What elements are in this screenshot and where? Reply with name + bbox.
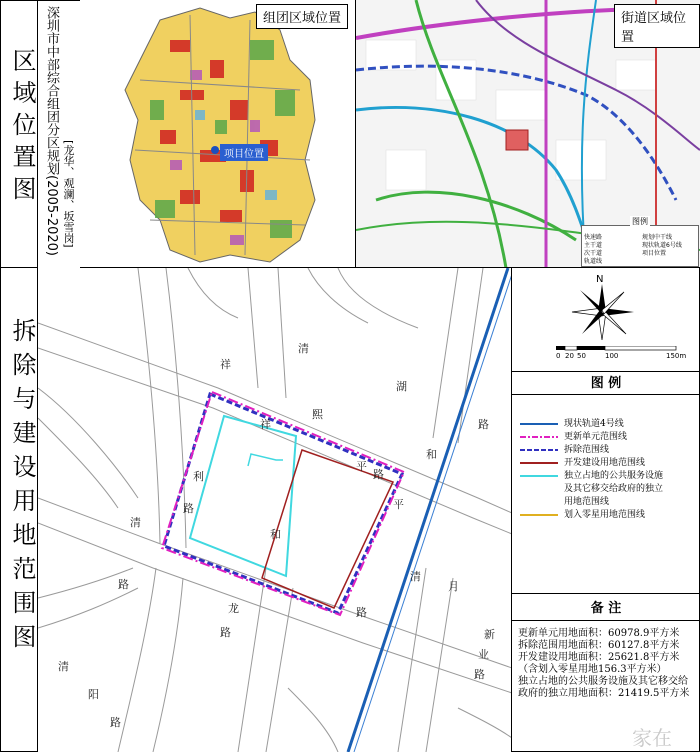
legend-title: 图 例 bbox=[512, 374, 700, 395]
street-legend-item: 轨道线 bbox=[584, 258, 603, 265]
road-label-hu1: 湖 bbox=[396, 380, 407, 393]
cluster-map-panel bbox=[80, 0, 356, 268]
plan-title bbox=[38, 0, 60, 268]
legend-item-label: 开发建设用地范围线 bbox=[564, 458, 646, 468]
legend-item bbox=[512, 418, 700, 432]
road-label-he2: 和 bbox=[270, 528, 281, 541]
road-label-ye1: 业 bbox=[478, 648, 489, 661]
road-label-qing4: 清 bbox=[58, 660, 69, 673]
notes-line: 拆除范围用地面积：60127.8平方米 bbox=[518, 640, 680, 651]
road-label-lu7: 路 bbox=[474, 668, 485, 681]
notes-line: 政府的独立用地面积：21419.5平方米 bbox=[518, 688, 690, 699]
scale-tick-label: 20 bbox=[565, 352, 574, 360]
legend-item-label: 现状轨道4号线 bbox=[564, 419, 624, 429]
road-label-qing1: 清 bbox=[298, 342, 309, 355]
legend-list bbox=[512, 418, 700, 528]
road-label-lu6: 路 bbox=[356, 606, 367, 619]
legend-swatch bbox=[520, 459, 558, 467]
notes-list bbox=[518, 628, 696, 700]
road-label-ping2: 平 bbox=[393, 498, 404, 511]
road-label-he1: 和 bbox=[426, 448, 437, 461]
legend-item-label: 用地范围线 bbox=[564, 497, 610, 507]
road-label-long1: 龙 bbox=[228, 602, 239, 615]
north-arrow-icon bbox=[562, 282, 642, 342]
street-map-legend bbox=[581, 217, 699, 267]
watermark: 家在 bbox=[632, 726, 672, 750]
road-label-qing2: 清 bbox=[130, 516, 141, 529]
road-label-lu5: 路 bbox=[220, 626, 231, 639]
plan-title-sub: [龙华、观澜、坂雪岗] bbox=[62, 140, 75, 248]
road-label-lu1: 路 bbox=[478, 418, 489, 431]
legend-item-label: 及其它移交给政府的独立 bbox=[564, 484, 664, 494]
scale-tick-label: 0 bbox=[556, 352, 561, 360]
cluster-map-graphic bbox=[80, 0, 356, 268]
notes-line: 开发建设用地面积：25621.8平方米 bbox=[518, 652, 680, 663]
road-label-lu3: 路 bbox=[183, 502, 194, 515]
legend-item bbox=[512, 496, 700, 510]
legend-item-label: 独立占地的公共服务设施 bbox=[564, 471, 664, 481]
scale-tick-label: 100 bbox=[605, 352, 619, 360]
street-legend-item: 规划中干线 bbox=[642, 234, 673, 241]
street-legend-item: 次干道 bbox=[584, 250, 603, 257]
legend-swatch bbox=[520, 433, 558, 441]
street-map-legend-title: 图例 bbox=[632, 217, 648, 226]
road-label-ping1: 平 bbox=[356, 460, 367, 473]
road-label-li1: 利 bbox=[193, 470, 204, 483]
legend-item bbox=[512, 457, 700, 471]
notes-title: 备 注 bbox=[512, 598, 700, 621]
legend-swatch bbox=[520, 446, 558, 454]
road-label-xiang2: 祥 bbox=[260, 418, 271, 431]
road-label-yang1: 阳 bbox=[88, 688, 99, 701]
legend-item bbox=[512, 483, 700, 497]
legend-swatch bbox=[520, 472, 558, 480]
demolition-section-title: 拆除与建设用地范围图 bbox=[8, 318, 36, 658]
legend-item bbox=[512, 509, 700, 523]
cluster-map-label: 组团区域位置 bbox=[256, 4, 348, 29]
street-legend-item: 现状轨道6号线 bbox=[642, 242, 682, 249]
road-label-qing3: 清 bbox=[410, 570, 421, 583]
demolition-map-panel bbox=[38, 268, 512, 752]
legend-item bbox=[512, 444, 700, 458]
street-legend-item: 主干道 bbox=[584, 242, 603, 249]
notes-line: （含划入零星用地156.3平方米） bbox=[518, 664, 667, 675]
road-label-xin1: 新 bbox=[484, 628, 495, 641]
legend-item bbox=[512, 431, 700, 445]
legend-item-label: 更新单元范围线 bbox=[564, 432, 628, 442]
road-label-xi1: 熙 bbox=[312, 408, 323, 421]
notes-line: 独立占地的公共服务设施及其它移交给 bbox=[518, 676, 688, 687]
road-label-lu2: 路 bbox=[373, 468, 384, 481]
plan-title-main: 深圳市中部综合组团分区规划(2005-2020) bbox=[44, 6, 59, 257]
north-panel bbox=[512, 268, 700, 372]
demolition-map-graphic bbox=[38, 268, 512, 752]
north-symbol: N bbox=[596, 274, 604, 285]
street-map-label: 街道区域位置 bbox=[614, 4, 700, 48]
scale-tick-label: 50 bbox=[577, 352, 586, 360]
legend-item bbox=[512, 470, 700, 484]
street-legend-item: 快速路 bbox=[584, 234, 603, 241]
legend-panel bbox=[512, 372, 700, 594]
scale-tick-label: 150m bbox=[666, 352, 687, 360]
project-location-marker: 项目位置 bbox=[220, 144, 268, 161]
street-map-panel bbox=[356, 0, 700, 268]
notes-panel bbox=[512, 594, 700, 752]
location-section-title: 区域位置图 bbox=[8, 48, 36, 208]
road-label-yue1: 月 bbox=[448, 580, 459, 593]
legend-swatch bbox=[520, 420, 558, 428]
street-legend-item: 项目位置 bbox=[642, 250, 667, 257]
legend-item-label: 划入零星用地范围线 bbox=[564, 510, 646, 520]
scale-ticks bbox=[556, 352, 696, 364]
legend-item-label: 拆除范围线 bbox=[564, 445, 610, 455]
road-label-xiang1: 祥 bbox=[220, 358, 231, 371]
notes-line: 更新单元用地面积：60978.9平方米 bbox=[518, 628, 680, 639]
road-label-lu8: 路 bbox=[110, 716, 121, 729]
road-label-lu4: 路 bbox=[118, 578, 129, 591]
legend-swatch bbox=[520, 511, 558, 519]
